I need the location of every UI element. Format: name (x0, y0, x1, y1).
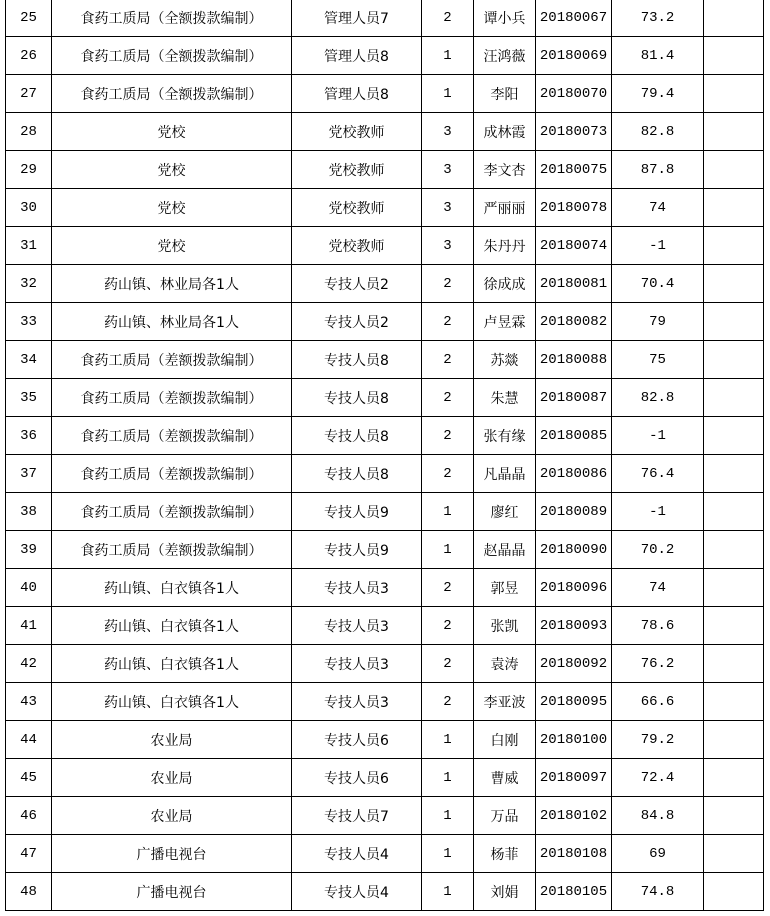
cell-number: 30 (6, 189, 52, 227)
cell-number: 32 (6, 265, 52, 303)
cell-note (704, 493, 764, 531)
cell-position: 专技人员8 (292, 417, 422, 455)
cell-number: 37 (6, 455, 52, 493)
table-row (6, 265, 764, 303)
cell-number: 25 (6, 0, 52, 37)
cell-exam-id: 20180069 (536, 37, 612, 75)
cell-candidate-name: 万品 (474, 797, 536, 835)
cell-number: 31 (6, 227, 52, 265)
cell-candidate-name: 张凯 (474, 607, 536, 645)
cell-note (704, 75, 764, 113)
cell-candidate-name: 汪鸿薇 (474, 37, 536, 75)
table-row (6, 189, 764, 227)
cell-position: 管理人员8 (292, 75, 422, 113)
cell-candidate-name: 张有缘 (474, 417, 536, 455)
cell-score: 70.2 (612, 531, 704, 569)
cell-unit: 食药工质局（差额拨款编制） (52, 341, 292, 379)
cell-number: 42 (6, 645, 52, 683)
cell-quota: 2 (422, 303, 474, 341)
cell-position: 专技人员4 (292, 873, 422, 911)
cell-note (704, 607, 764, 645)
cell-position: 专技人员6 (292, 759, 422, 797)
cell-score: 81.4 (612, 37, 704, 75)
cell-note (704, 417, 764, 455)
cell-exam-id: 20180096 (536, 569, 612, 607)
cell-position: 党校教师 (292, 151, 422, 189)
cell-position: 专技人员8 (292, 379, 422, 417)
cell-candidate-name: 白刚 (474, 721, 536, 759)
cell-position: 专技人员4 (292, 835, 422, 873)
cell-unit: 食药工质局（差额拨款编制） (52, 379, 292, 417)
cell-score: -1 (612, 227, 704, 265)
cell-score: 70.4 (612, 265, 704, 303)
cell-unit: 药山镇、林业局各1人 (52, 265, 292, 303)
table-row (6, 303, 764, 341)
cell-score: 84.8 (612, 797, 704, 835)
cell-quota: 2 (422, 683, 474, 721)
cell-position: 专技人员9 (292, 493, 422, 531)
cell-number: 45 (6, 759, 52, 797)
cell-score: 79 (612, 303, 704, 341)
table-row (6, 797, 764, 835)
cell-quota: 1 (422, 797, 474, 835)
cell-position: 专技人员2 (292, 265, 422, 303)
cell-score: 74.8 (612, 873, 704, 911)
cell-unit: 食药工质局（全额拨款编制） (52, 75, 292, 113)
cell-candidate-name: 赵晶晶 (474, 531, 536, 569)
cell-candidate-name: 徐成成 (474, 265, 536, 303)
cell-quota: 1 (422, 835, 474, 873)
cell-candidate-name: 郭昱 (474, 569, 536, 607)
cell-note (704, 303, 764, 341)
cell-position: 专技人员8 (292, 341, 422, 379)
table-row (6, 493, 764, 531)
table-row (6, 151, 764, 189)
cell-unit: 广播电视台 (52, 835, 292, 873)
cell-position: 管理人员7 (292, 0, 422, 37)
cell-note (704, 37, 764, 75)
cell-number: 29 (6, 151, 52, 189)
table-row (6, 721, 764, 759)
cell-number: 44 (6, 721, 52, 759)
cell-position: 专技人员2 (292, 303, 422, 341)
cell-score: 76.2 (612, 645, 704, 683)
cell-exam-id: 20180089 (536, 493, 612, 531)
table-row (6, 531, 764, 569)
results-table (5, 0, 764, 911)
cell-unit: 食药工质局（差额拨款编制） (52, 493, 292, 531)
cell-score: 74 (612, 569, 704, 607)
cell-unit: 农业局 (52, 759, 292, 797)
cell-position: 专技人员8 (292, 455, 422, 493)
cell-note (704, 683, 764, 721)
cell-note (704, 645, 764, 683)
cell-number: 43 (6, 683, 52, 721)
cell-score: 69 (612, 835, 704, 873)
cell-quota: 2 (422, 607, 474, 645)
cell-candidate-name: 朱丹丹 (474, 227, 536, 265)
cell-quota: 3 (422, 113, 474, 151)
cell-exam-id: 20180088 (536, 341, 612, 379)
cell-position: 专技人员3 (292, 683, 422, 721)
cell-quota: 2 (422, 0, 474, 37)
cell-note (704, 379, 764, 417)
cell-candidate-name: 杨菲 (474, 835, 536, 873)
cell-quota: 2 (422, 417, 474, 455)
cell-quota: 3 (422, 151, 474, 189)
cell-score: -1 (612, 417, 704, 455)
cell-exam-id: 20180067 (536, 0, 612, 37)
cell-quota: 3 (422, 189, 474, 227)
cell-exam-id: 20180070 (536, 75, 612, 113)
cell-number: 35 (6, 379, 52, 417)
cell-exam-id: 20180095 (536, 683, 612, 721)
cell-note (704, 227, 764, 265)
table-row (6, 607, 764, 645)
cell-number: 38 (6, 493, 52, 531)
cell-unit: 食药工质局（差额拨款编制） (52, 417, 292, 455)
cell-note (704, 113, 764, 151)
cell-candidate-name: 谭小兵 (474, 0, 536, 37)
cell-note (704, 0, 764, 37)
cell-score: 74 (612, 189, 704, 227)
cell-score: 72.4 (612, 759, 704, 797)
cell-exam-id: 20180078 (536, 189, 612, 227)
cell-quota: 2 (422, 341, 474, 379)
cell-exam-id: 20180100 (536, 721, 612, 759)
cell-unit: 食药工质局（全额拨款编制） (52, 0, 292, 37)
cell-unit: 药山镇、白衣镇各1人 (52, 683, 292, 721)
cell-score: 82.8 (612, 113, 704, 151)
cell-quota: 1 (422, 873, 474, 911)
cell-quota: 2 (422, 265, 474, 303)
cell-candidate-name: 刘娟 (474, 873, 536, 911)
cell-candidate-name: 成林霞 (474, 113, 536, 151)
table-row (6, 683, 764, 721)
cell-quota: 2 (422, 569, 474, 607)
cell-candidate-name: 苏燚 (474, 341, 536, 379)
cell-unit: 药山镇、林业局各1人 (52, 303, 292, 341)
cell-exam-id: 20180108 (536, 835, 612, 873)
table-row (6, 645, 764, 683)
cell-exam-id: 20180093 (536, 607, 612, 645)
cell-score: 76.4 (612, 455, 704, 493)
cell-unit: 食药工质局（全额拨款编制） (52, 37, 292, 75)
cell-unit: 农业局 (52, 797, 292, 835)
cell-quota: 1 (422, 531, 474, 569)
table-row (6, 113, 764, 151)
cell-exam-id: 20180097 (536, 759, 612, 797)
cell-position: 管理人员8 (292, 37, 422, 75)
cell-number: 28 (6, 113, 52, 151)
cell-note (704, 797, 764, 835)
cell-note (704, 189, 764, 227)
cell-exam-id: 20180073 (536, 113, 612, 151)
cell-position: 专技人员9 (292, 531, 422, 569)
cell-quota: 1 (422, 759, 474, 797)
cell-unit: 农业局 (52, 721, 292, 759)
cell-number: 36 (6, 417, 52, 455)
cell-score: 87.8 (612, 151, 704, 189)
cell-candidate-name: 曹威 (474, 759, 536, 797)
cell-exam-id: 20180092 (536, 645, 612, 683)
table-row (6, 455, 764, 493)
cell-score: -1 (612, 493, 704, 531)
cell-score: 75 (612, 341, 704, 379)
cell-number: 41 (6, 607, 52, 645)
cell-quota: 2 (422, 645, 474, 683)
cell-unit: 党校 (52, 151, 292, 189)
cell-number: 27 (6, 75, 52, 113)
cell-position: 党校教师 (292, 189, 422, 227)
cell-unit: 党校 (52, 227, 292, 265)
cell-note (704, 759, 764, 797)
table-row (6, 0, 764, 37)
cell-number: 34 (6, 341, 52, 379)
cell-exam-id: 20180090 (536, 531, 612, 569)
cell-unit: 党校 (52, 189, 292, 227)
cell-note (704, 835, 764, 873)
cell-unit: 食药工质局（差额拨款编制） (52, 455, 292, 493)
cell-score: 66.6 (612, 683, 704, 721)
cell-quota: 3 (422, 227, 474, 265)
cell-unit: 广播电视台 (52, 873, 292, 911)
cell-candidate-name: 严丽丽 (474, 189, 536, 227)
cell-exam-id: 20180085 (536, 417, 612, 455)
cell-exam-id: 20180102 (536, 797, 612, 835)
cell-number: 48 (6, 873, 52, 911)
cell-position: 专技人员3 (292, 607, 422, 645)
table-row (6, 417, 764, 455)
cell-number: 39 (6, 531, 52, 569)
cell-score: 82.8 (612, 379, 704, 417)
cell-note (704, 721, 764, 759)
table-row (6, 759, 764, 797)
cell-unit: 药山镇、白衣镇各1人 (52, 645, 292, 683)
cell-position: 党校教师 (292, 227, 422, 265)
cell-note (704, 341, 764, 379)
cell-note (704, 873, 764, 911)
table-body (6, 0, 764, 911)
cell-score: 73.2 (612, 0, 704, 37)
cell-score: 79.2 (612, 721, 704, 759)
cell-score: 79.4 (612, 75, 704, 113)
cell-quota: 1 (422, 37, 474, 75)
cell-number: 40 (6, 569, 52, 607)
cell-candidate-name: 廖红 (474, 493, 536, 531)
table-row (6, 37, 764, 75)
cell-note (704, 455, 764, 493)
table-row (6, 75, 764, 113)
cell-candidate-name: 李文杏 (474, 151, 536, 189)
table-row (6, 341, 764, 379)
cell-exam-id: 20180087 (536, 379, 612, 417)
cell-note (704, 569, 764, 607)
cell-exam-id: 20180075 (536, 151, 612, 189)
cell-number: 33 (6, 303, 52, 341)
cell-unit: 药山镇、白衣镇各1人 (52, 569, 292, 607)
cell-unit: 党校 (52, 113, 292, 151)
cell-score: 78.6 (612, 607, 704, 645)
cell-quota: 2 (422, 379, 474, 417)
cell-candidate-name: 卢昱霖 (474, 303, 536, 341)
cell-unit: 药山镇、白衣镇各1人 (52, 607, 292, 645)
table-row (6, 835, 764, 873)
cell-candidate-name: 李阳 (474, 75, 536, 113)
cell-unit: 食药工质局（差额拨款编制） (52, 531, 292, 569)
cell-position: 专技人员3 (292, 569, 422, 607)
table-row (6, 569, 764, 607)
cell-candidate-name: 李亚波 (474, 683, 536, 721)
cell-position: 党校教师 (292, 113, 422, 151)
cell-quota: 2 (422, 455, 474, 493)
table-row (6, 873, 764, 911)
cell-number: 47 (6, 835, 52, 873)
cell-number: 26 (6, 37, 52, 75)
cell-candidate-name: 朱慧 (474, 379, 536, 417)
table-row (6, 379, 764, 417)
cell-exam-id: 20180082 (536, 303, 612, 341)
cell-position: 专技人员3 (292, 645, 422, 683)
cell-note (704, 151, 764, 189)
cell-exam-id: 20180081 (536, 265, 612, 303)
cell-quota: 1 (422, 721, 474, 759)
cell-candidate-name: 凡晶晶 (474, 455, 536, 493)
cell-exam-id: 20180086 (536, 455, 612, 493)
table-row (6, 227, 764, 265)
cell-position: 专技人员7 (292, 797, 422, 835)
cell-exam-id: 20180105 (536, 873, 612, 911)
cell-note (704, 265, 764, 303)
cell-number: 46 (6, 797, 52, 835)
cell-quota: 1 (422, 493, 474, 531)
cell-note (704, 531, 764, 569)
cell-position: 专技人员6 (292, 721, 422, 759)
cell-exam-id: 20180074 (536, 227, 612, 265)
cell-candidate-name: 袁涛 (474, 645, 536, 683)
cell-quota: 1 (422, 75, 474, 113)
